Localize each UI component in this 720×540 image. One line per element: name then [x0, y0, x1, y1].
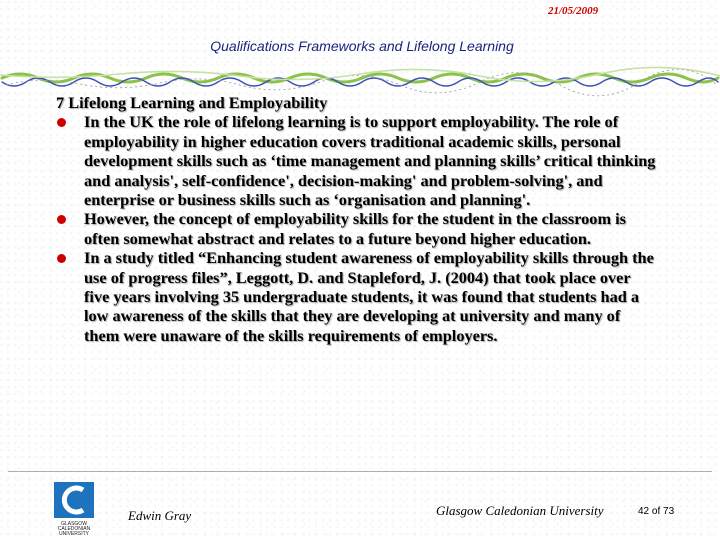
svg-text:UNIVERSITY: UNIVERSITY [58, 531, 90, 536]
slide-date: 21/05/2009 [548, 5, 599, 17]
header-title: Qualifications Frameworks and Lifelong Learning [210, 38, 514, 54]
bullet-icon [57, 254, 66, 263]
bullet-text: In a study titled “Enhancing student awareness of employability skills through the use of progress files”, Leggott, D. and Stapleford, J. (2004) that took place over five years involving 35 undergraduate students, it was found that students had a low awareness of the skills that they are developing at university and many of them were unaware of the skills requirements of employers. [84, 248, 654, 345]
bullet-text: However, the concept of employability skills for the student in the classroom is often somewhat abstract and relates to a future beyond higher education. [84, 209, 626, 248]
presenter-name: Edwin Gray [128, 508, 192, 523]
bullet-list [56, 112, 656, 345]
slide-body [56, 93, 656, 345]
svg-text:CALEDONIAN: CALEDONIAN [57, 526, 91, 532]
bullet-item [56, 248, 656, 345]
bullet-icon [57, 118, 66, 127]
bullet-item [56, 209, 656, 248]
svg-text:GLASGOW: GLASGOW [61, 521, 87, 527]
slide-heading: 7 Lifelong Learning and Employability [56, 93, 328, 112]
page-number: 42 of 73 [638, 506, 675, 517]
bullet-text: In the UK the role of lifelong learning is to support employability. The role of employability in higher education covers traditional academic skills, personal development skills such as ‘time management and planning skills’ critical thinking and analysis', self-confidence', decision-making' and problem-solving', and enterprise or business skills such as ‘organisation and planning'. [84, 112, 656, 210]
bullet-icon [57, 215, 66, 224]
university-logo [48, 480, 100, 536]
footer-divider [8, 471, 712, 472]
bullet-item [56, 112, 656, 209]
organization-name: Glasgow Caledonian University [436, 503, 604, 518]
